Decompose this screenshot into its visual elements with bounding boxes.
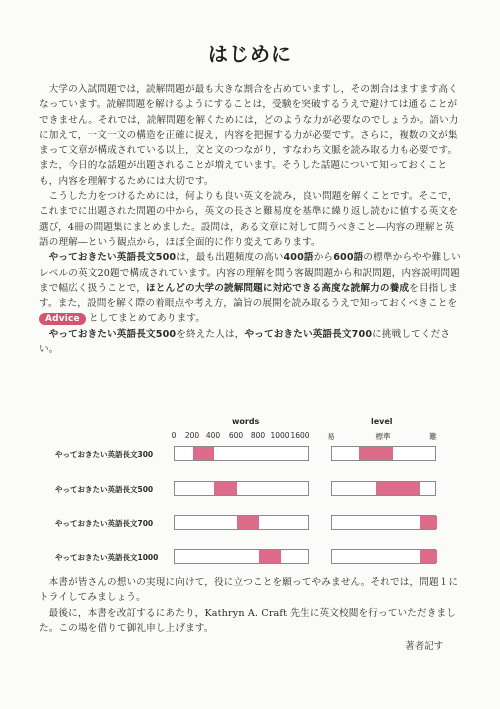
closing-paragraph-2: 最後に，本書を改訂するにあたり，Kathryn A. Craft 先生に英文校閲を行っていただきました。この場を借りて御礼申し上げます。 [39, 607, 456, 634]
paragraph-2: こうした力をつけるためには，何よりも良い英文を読み，良い問題を解くことです。そこで，これまでに出題された問題の中から，英文の長さと難易度を基準に繰り返し読むに値する英文を選び，4冊の問題集にまとめました。設問は，ある文章に対して問うべきこと―内容の理解と英語の理解―という観点から，ほぼ全面的に作り変えてあります。 [39, 191, 458, 248]
level-tick-label: 難 [429, 432, 437, 441]
p4-text-1: を終えた人は， [176, 328, 245, 340]
words-track [174, 549, 309, 564]
level-range-bar [359, 447, 393, 460]
p4-book-700: やっておきたい英語長文700 [244, 328, 373, 340]
words-tick-label: 800 [250, 431, 266, 440]
level-track [331, 549, 436, 564]
p3-text-3: の標準からやや難しいレベルの英文20題で構成されています。内容の理解を問う客観問題から和訳問題，内容説明問題まで幅広く扱うことで， [39, 252, 461, 294]
p3-600-words: 600語 [333, 252, 364, 264]
words-tick-label: 1000 [270, 431, 290, 440]
level-track [331, 481, 436, 496]
paragraph-3 [39, 250, 461, 326]
words-range-bar [259, 550, 281, 563]
advice-badge: Advice [39, 313, 86, 325]
level-tick-label: 標準 [375, 432, 391, 441]
words-tick-label: 400 [205, 431, 221, 440]
level-range-bar [420, 516, 437, 529]
words-range-bar [193, 447, 214, 460]
p3-text-5: としてまとめてあります。 [88, 313, 206, 325]
words-track [174, 515, 309, 530]
p3-text-1: は，最も出題頻度の高い [176, 252, 284, 264]
closing-paragraph-1: 本書が皆さんの想いの実現に向けて，役に立つことを願ってやみません。それでは，問題１にトライしてみましょう。 [39, 577, 459, 604]
words-tick-label: 0 [171, 431, 177, 440]
p3-text-4: を目指します。また，設問を解く際の着眼点や考え方，論旨の展開を読み取るうえで知っておくべきことを [39, 282, 458, 310]
words-tick-label: 600 [228, 431, 244, 440]
level-axis-title: level [371, 417, 393, 426]
level-range-bar [420, 550, 437, 563]
words-range-bar [214, 482, 237, 495]
chart-row-label: やっておきたい英語長文500 [55, 485, 154, 494]
p4-text-2: に挑戦してください。 [39, 328, 451, 356]
page-title: はじめに [208, 42, 292, 66]
chart-row-label: やっておきたい英語長文700 [55, 519, 154, 528]
paragraph-4 [39, 327, 461, 358]
level-tick-label: 易 [327, 432, 335, 441]
closing-block [39, 575, 461, 636]
p3-bold-phrase: ほとんどの大学の読解問題に対応できる高度な読解力の養成 [146, 282, 410, 294]
intro-block [39, 82, 461, 357]
p3-text-2: から [313, 252, 334, 264]
paragraph-1: 大学の入試問題では，読解問題が最も大きな割合を占めていますし，その割合はますます高くなっています。読解問題を解けるようにすることは，受験を突破するうえで避けては通ることができません。それでは，読解問題を解くためには，どのような力が必要なのでしょうか。語い力に加えて，一文一文の構造を正確に捉え，内容を把握する力が必要です。さらに，複数の文が集まって文章が構成されている以上，文と文のつながり，すなわち文脈を読み取る力も必要です。また，今日的な話題が出題されることが増えています。そうした話題について知っておくことも，内容を理解するためには大切です。 [39, 84, 459, 187]
book-title-500: やっておきたい英語長文500 [48, 252, 177, 264]
words-tick-label: 1600 [290, 431, 310, 440]
level-range-bar [376, 482, 420, 495]
words-axis-title: words [232, 417, 260, 426]
words-track [174, 481, 309, 496]
words-tick-label: 200 [184, 431, 200, 440]
level-track [331, 446, 436, 461]
chart-row-label: やっておきたい英語長文300 [55, 450, 154, 459]
p4-book-500: やっておきたい英語長文500 [48, 328, 177, 340]
p3-400-words: 400語 [283, 252, 314, 264]
words-track [174, 446, 309, 461]
words-range-bar [237, 516, 259, 529]
signature: 著者記す [405, 641, 444, 652]
level-track [331, 515, 436, 530]
chart-row-label: やっておきたい英語長文1000 [55, 553, 159, 562]
